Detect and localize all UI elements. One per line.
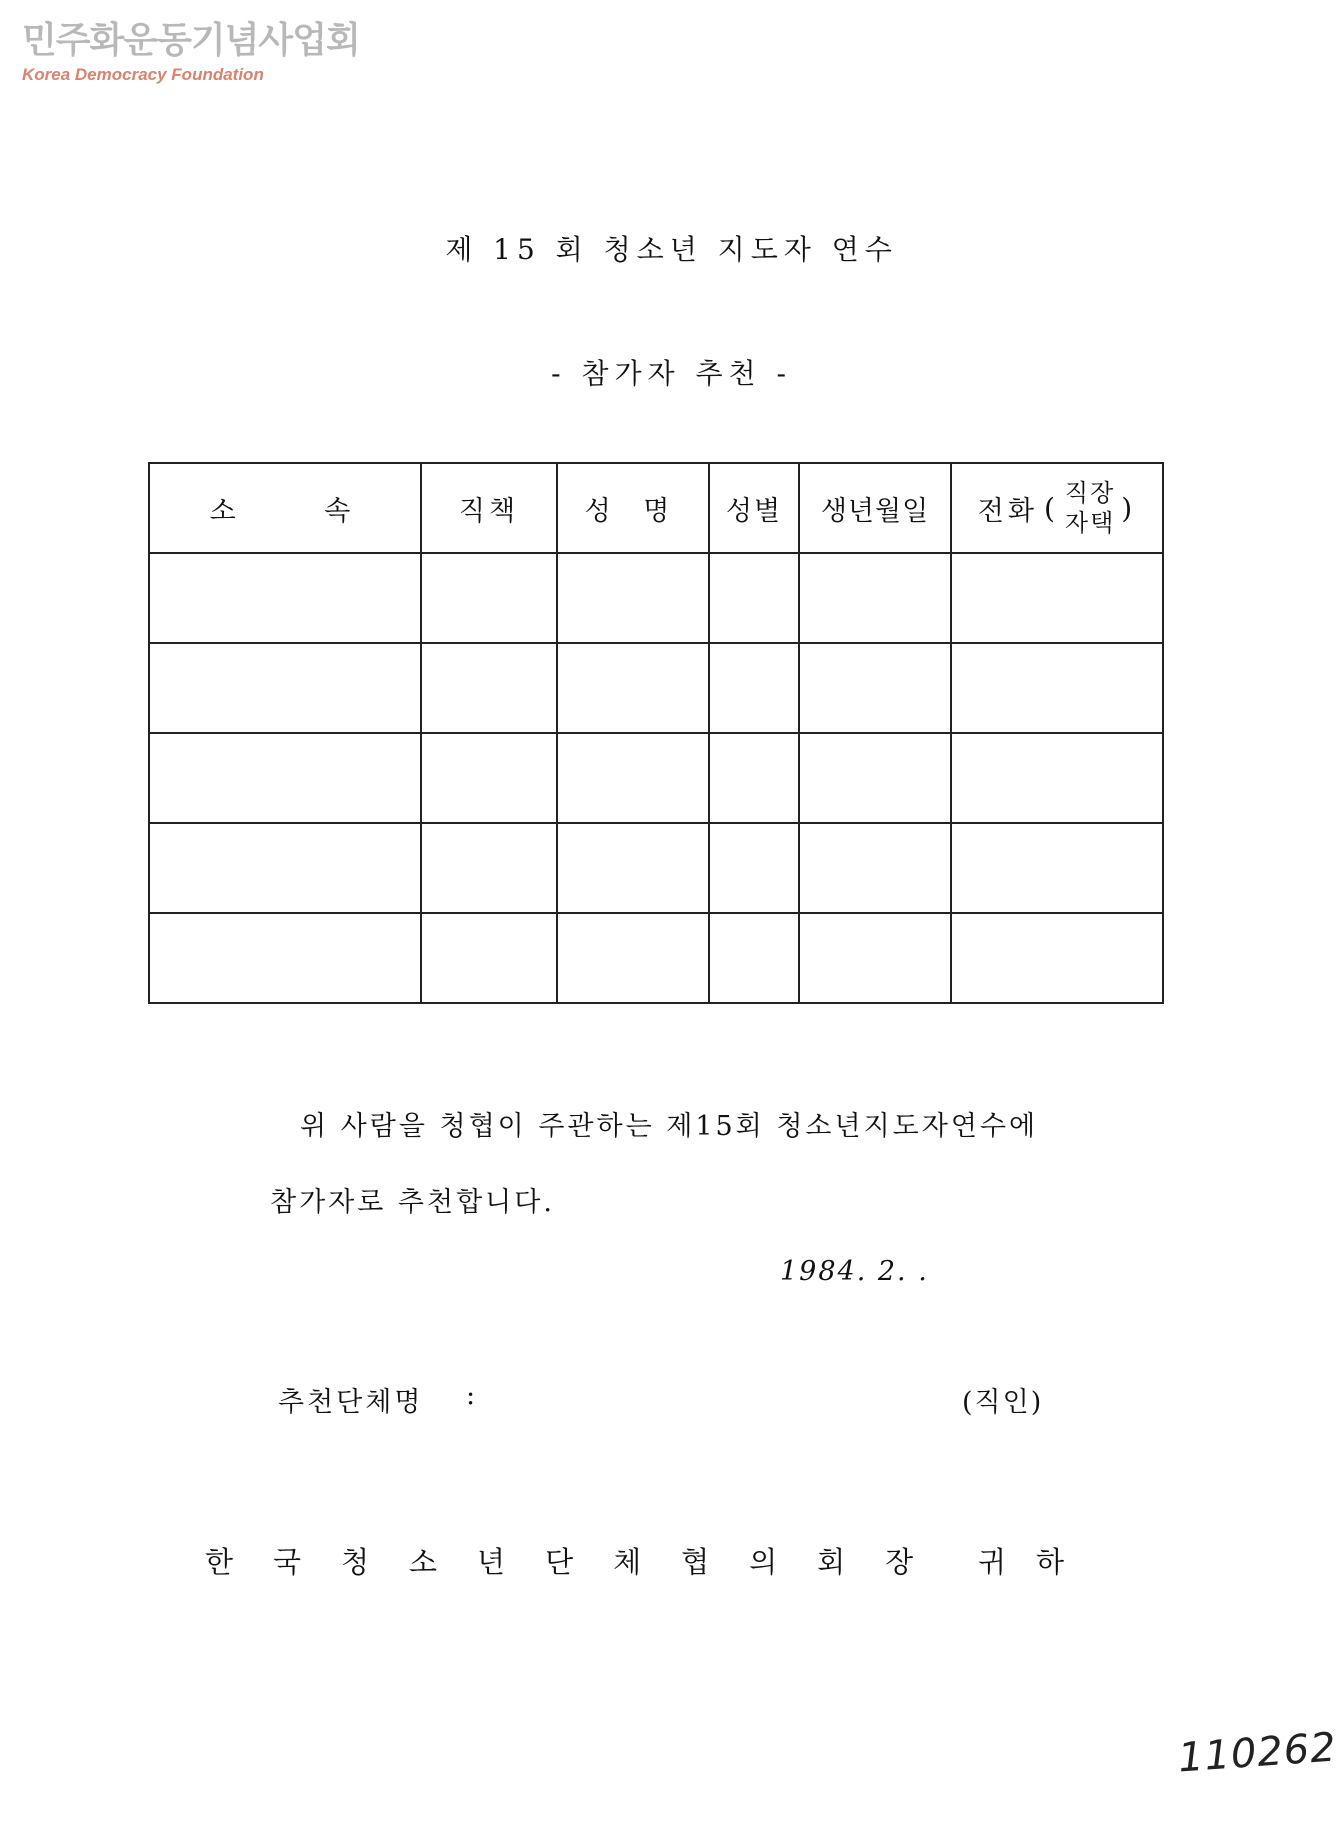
cell-birthdate[interactable] <box>799 823 951 913</box>
document-subtitle: - 참가자 추천 - <box>551 357 792 390</box>
cell-phone[interactable] <box>951 913 1163 1003</box>
cell-birthdate[interactable] <box>799 643 951 733</box>
nominee-table <box>148 462 1164 1004</box>
header-phone-home: 자택 <box>1064 509 1116 537</box>
addressee: 한국청소년단체협의회장 <box>205 1545 954 1579</box>
cell-gender[interactable] <box>709 643 799 733</box>
cell-position[interactable] <box>421 733 557 823</box>
cell-birthdate[interactable] <box>799 733 951 823</box>
cell-name[interactable] <box>557 823 709 913</box>
table-row <box>149 823 1163 913</box>
phone-header-group <box>978 478 1136 538</box>
header-name: 성 명 <box>557 463 709 553</box>
cell-name[interactable] <box>557 913 709 1003</box>
cell-name[interactable] <box>557 733 709 823</box>
seal-label: (직인) <box>962 1387 1044 1418</box>
cell-affiliation[interactable] <box>149 733 421 823</box>
table-row <box>149 553 1163 643</box>
header-position: 직책 <box>421 463 557 553</box>
recommending-org-colon: : <box>466 1380 476 1411</box>
cell-name[interactable] <box>557 553 709 643</box>
phone-sub-labels <box>1065 478 1115 538</box>
cell-birthdate[interactable] <box>799 553 951 643</box>
cell-birthdate[interactable] <box>799 913 951 1003</box>
table-row <box>149 733 1163 823</box>
body-text-line2: 참가자로 추천합니다. <box>270 1187 555 1218</box>
paren-close: ) <box>1121 491 1137 525</box>
watermark-logo <box>22 20 360 86</box>
cell-gender[interactable] <box>709 913 799 1003</box>
cell-phone[interactable] <box>951 643 1163 733</box>
header-phone <box>951 463 1163 553</box>
cell-position[interactable] <box>421 553 557 643</box>
header-phone-work: 직장 <box>1064 479 1116 507</box>
handwritten-doc-number: 110262 <box>1176 1724 1338 1782</box>
cell-name[interactable] <box>557 643 709 733</box>
header-birthdate: 생년월일 <box>799 463 951 553</box>
cell-affiliation[interactable] <box>149 823 421 913</box>
cell-phone[interactable] <box>951 553 1163 643</box>
table-header-row <box>149 463 1163 553</box>
watermark-english: Korea Democracy Foundation <box>22 65 264 84</box>
cell-affiliation[interactable] <box>149 643 421 733</box>
table-row <box>149 643 1163 733</box>
paren-open: ( <box>1043 491 1059 525</box>
header-affiliation: 소 속 <box>149 463 421 553</box>
recommending-org-label: 추천단체명 <box>278 1387 424 1418</box>
honorific: 귀하 <box>978 1545 1095 1579</box>
table-row <box>149 913 1163 1003</box>
cell-affiliation[interactable] <box>149 553 421 643</box>
cell-gender[interactable] <box>709 553 799 643</box>
cell-position[interactable] <box>421 823 557 913</box>
cell-gender[interactable] <box>709 823 799 913</box>
watermark-korean: 민주화운동기념사업회 <box>22 20 360 61</box>
cell-position[interactable] <box>421 643 557 733</box>
document-title: 제 15 회 청소년 지도자 연수 <box>445 233 898 266</box>
document-date: 1984. 2. . <box>780 1256 929 1287</box>
cell-gender[interactable] <box>709 733 799 823</box>
cell-phone[interactable] <box>951 733 1163 823</box>
header-gender: 성별 <box>709 463 799 553</box>
header-phone-label: 전화 <box>977 495 1038 527</box>
cell-phone[interactable] <box>951 823 1163 913</box>
cell-position[interactable] <box>421 913 557 1003</box>
cell-affiliation[interactable] <box>149 913 421 1003</box>
body-text-line1: 위 사람을 청협이 주관하는 제15회 청소년지도자연수에 <box>300 1111 1039 1142</box>
